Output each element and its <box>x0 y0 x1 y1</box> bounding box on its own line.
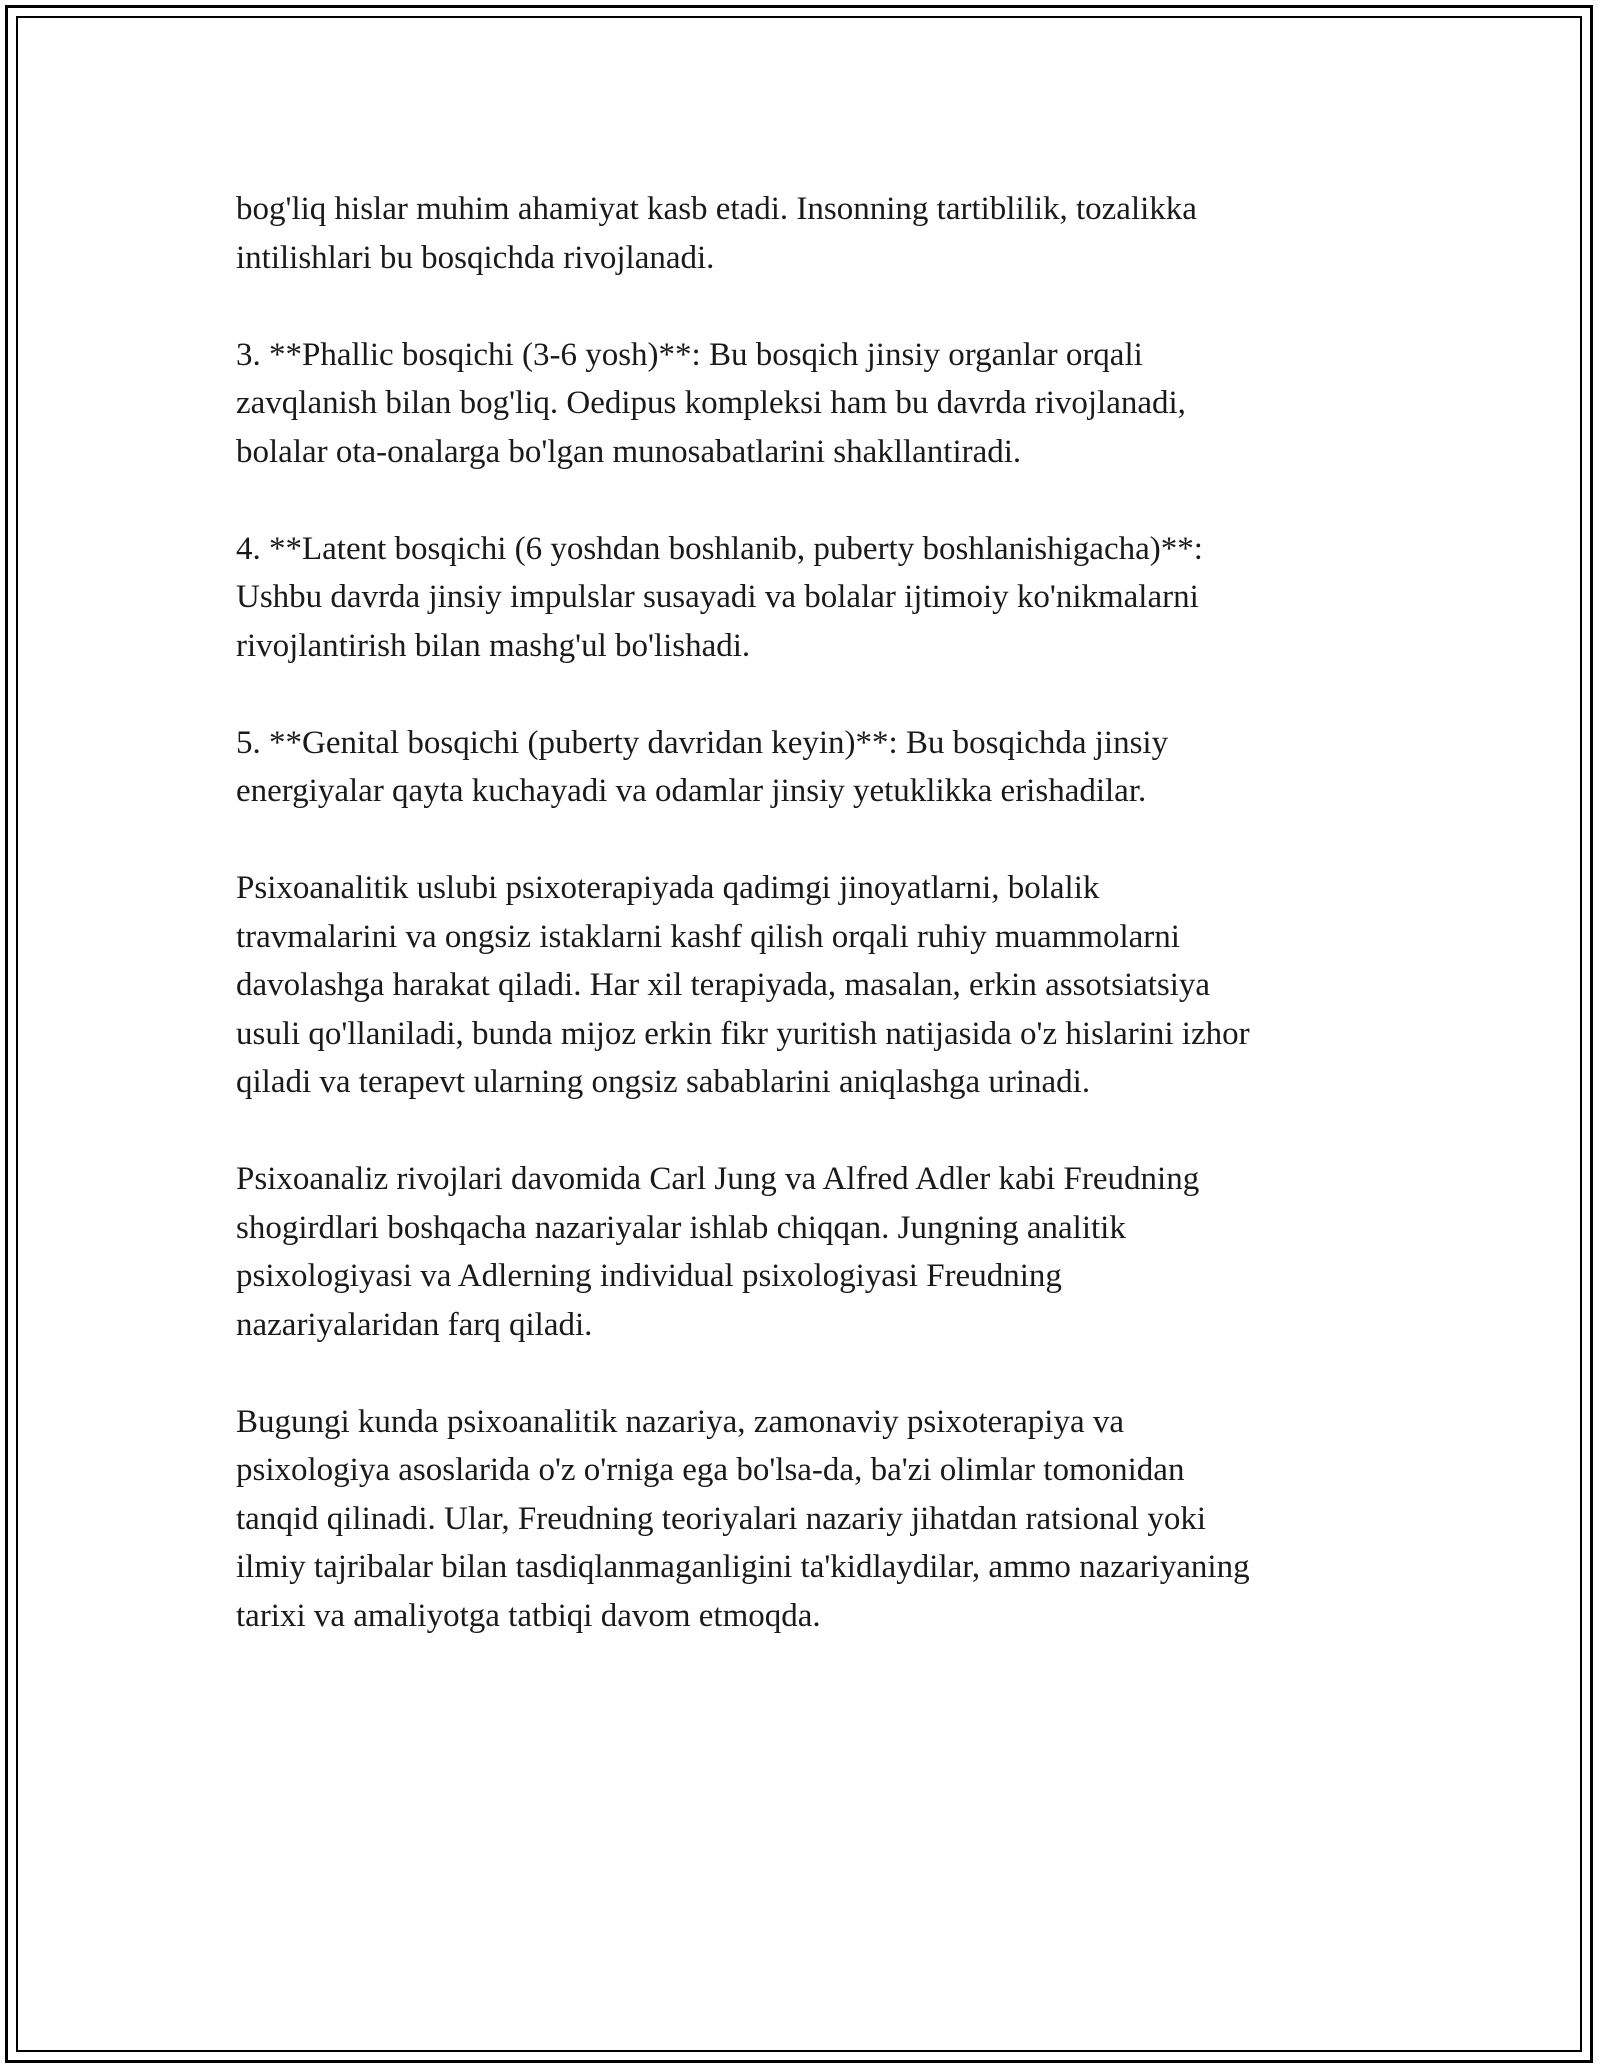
text-line: usuli qo'llaniladi, bunda mijoz erkin fikr yuritish natijasida o'z hislarini izhor <box>236 1015 1250 1052</box>
text-line: Ushbu davrda jinsiy impulslar susayadi va bolalar ijtimoiy ko'nikmalarni <box>236 579 1199 615</box>
paragraph-latent-stage <box>236 525 1376 671</box>
paragraph-jung-adler <box>236 1155 1376 1349</box>
text-line: tanqid qilinadi. Ular, Freudning teoriyalari nazariy jihatdan ratsional yoki <box>236 1500 1207 1537</box>
paragraph-genital-stage <box>236 719 1376 816</box>
text-line: 5. **Genital bosqichi (puberty davridan keyin)**: Bu bosqichda jinsiy <box>236 724 1169 761</box>
text-line: bolalar ota-onalarga bo'lgan munosabatlarini shakllantiradi. <box>236 433 1022 470</box>
text-line: Psixoanaliz rivojlari davomida Carl Jung va Alfred Adler kabi Freudning <box>236 1161 1200 1197</box>
text-line: tarixi va amaliyotga tatbiqi davom etmoqda. <box>236 1597 821 1634</box>
paragraph-modern-criticism <box>236 1398 1376 1641</box>
text-line: zavqlanish bilan bog'liq. Oedipus kompleksi ham bu davrda rivojlanadi, <box>236 385 1186 421</box>
paragraph-anal-stage-continued <box>236 185 1376 282</box>
text-line: intilishlari bu bosqichda rivojlanadi. <box>236 239 715 276</box>
text-line: bog'liq hislar muhim ahamiyat kasb etadi. Insonning tartiblilik, tozalikka <box>236 191 1197 227</box>
text-line: Psixoanalitik uslubi psixoterapiyada qadimgi jinoyatlarni, bolalik <box>236 870 1100 906</box>
text-line: davolashga harakat qiladi. Har xil terapiyada, masalan, erkin assotsiatsiya <box>236 967 1211 1003</box>
text-line: ilmiy tajribalar bilan tasdiqlanmaganligini ta'kidlaydilar, ammo nazariyaning <box>236 1549 1250 1585</box>
text-line: qiladi va terapevt ularning ongsiz sabablarini aniqlashga urinadi. <box>236 1064 1091 1100</box>
text-line: 4. **Latent bosqichi (6 yoshdan boshlanib, puberty boshlanishigacha)**: <box>236 530 1203 567</box>
text-line: shogirdlari boshqacha nazariyalar ishlab chiqqan. Jungning analitik <box>236 1209 1126 1246</box>
text-line: 3. **Phallic bosqichi (3-6 yosh)**: Bu bosqich jinsiy organlar orqali <box>236 336 1143 373</box>
text-line: psixologiya asoslarida o'z o'rniga ega bo'lsa-da, ba'zi olimlar tomonidan <box>236 1452 1185 1488</box>
text-line: nazariyalaridan farq qiladi. <box>236 1306 593 1343</box>
text-line: travmalarini va ongsiz istaklarni kashf qilish orqali ruhiy muammolarni <box>236 918 1180 955</box>
text-line: energiyalar qayta kuchayadi va odamlar jinsiy yetuklikka erishadilar. <box>236 773 1147 809</box>
text-line: Bugungi kunda psixoanalitik nazariya, zamonaviy psixoterapiya va <box>236 1403 1125 1440</box>
text-line: rivojlantirish bilan mashg'ul bo'lishadi. <box>236 627 751 664</box>
paragraph-psychoanalytic-method <box>236 864 1376 1107</box>
paragraph-phallic-stage <box>236 331 1376 477</box>
text-line: psixologiyasi va Adlerning individual psixologiyasi Freudning <box>236 1258 1062 1294</box>
document-body <box>236 185 1376 1689</box>
